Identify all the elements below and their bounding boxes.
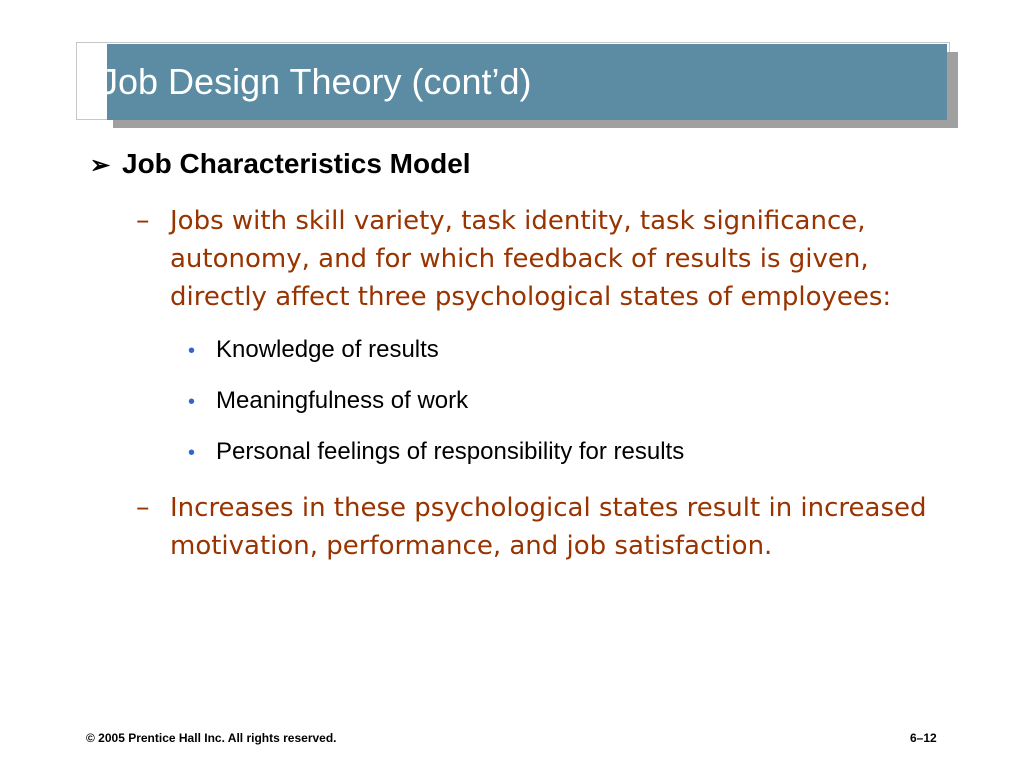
heading-text: Job Characteristics Model — [122, 148, 471, 179]
subpoint-text: Meaningfulness of work — [216, 387, 469, 414]
dot-bullet-icon: • — [188, 391, 196, 413]
dash-bullet: – — [136, 492, 150, 523]
point-text: Increases in these psychological states result in increased motivation, performance, and job satisfaction. — [170, 493, 927, 561]
footer-page-number: 6–12 — [910, 731, 937, 745]
heading-item — [90, 146, 471, 184]
dot-bullet-icon: • — [188, 340, 196, 362]
point-item — [136, 202, 936, 316]
subpoint-text: Personal feelings of responsibility for results — [216, 438, 685, 465]
dash-bullet: – — [136, 205, 150, 236]
subpoint-item — [188, 335, 439, 366]
point-text: Jobs with skill variety, task identity, task significance, autonomy, and for which feedback of results is given, directly affect three psychological states of employees: — [170, 206, 892, 312]
slide-title: Job Design Theory (cont’d) — [100, 61, 532, 102]
subpoint-item — [188, 437, 684, 468]
arrow-bullet-icon: ➢ — [90, 152, 111, 179]
footer-copyright: © 2005 Prentice Hall Inc. All rights reserved. — [86, 731, 337, 745]
subpoint-item — [188, 386, 468, 417]
point-item — [136, 489, 936, 565]
dot-bullet-icon: • — [188, 442, 196, 464]
subpoint-text: Knowledge of results — [216, 336, 439, 363]
